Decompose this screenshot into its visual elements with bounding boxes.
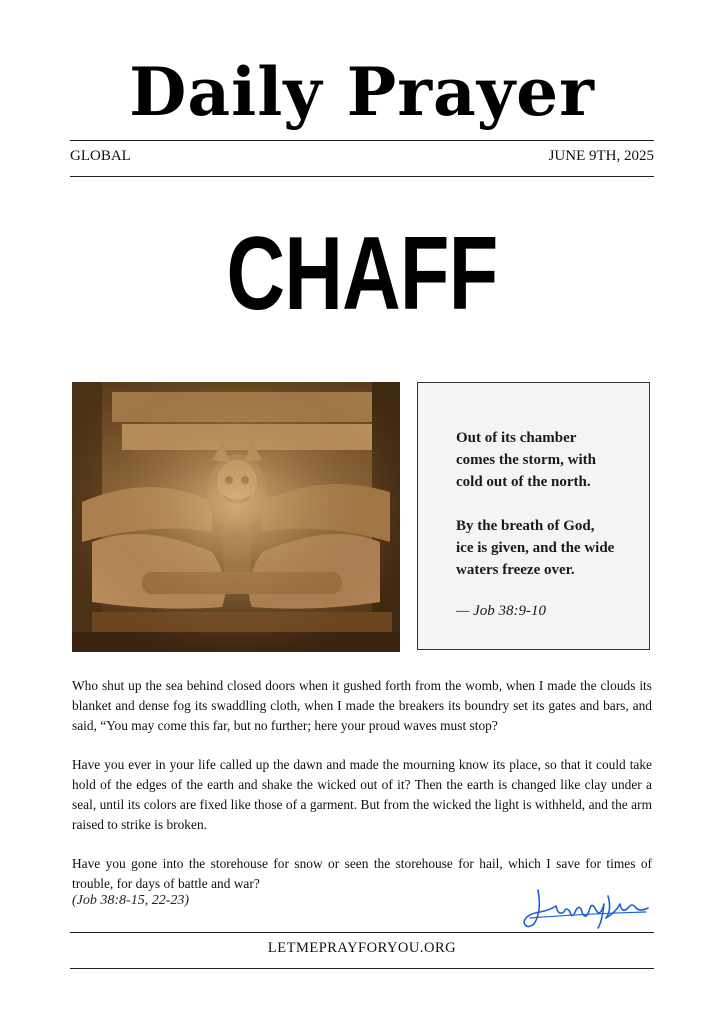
quote-line: Out of its chamber (456, 430, 577, 446)
quote-line: comes the storm, with (456, 452, 596, 468)
meta-bar (70, 148, 654, 165)
footer-site[interactable]: LETMEPRAYFORYOU.ORG (267, 940, 457, 956)
footer-bottom-rule (70, 968, 654, 969)
region-label: GLOBAL (70, 148, 131, 164)
top-rule (70, 140, 654, 141)
gargoyle-photo (72, 382, 400, 652)
masthead-title: Daily Prayer (129, 53, 595, 131)
quote-line: waters freeze over. (456, 562, 575, 578)
headline: CHAFF (226, 216, 498, 332)
scripture-quote-box (417, 382, 650, 650)
quote-line: ice is given, and the wide (456, 540, 615, 556)
body-paragraph: Have you ever in your life called up the dawn and made the mourning know its place, so that it could take hold of the edges of the earth and shake the wicked out of it? Then the earth is changed like clay under a seal, until its colors are fixed like those of a garment. But from the wicked the light is withheld, and the arm raised to strike is broken. (72, 757, 652, 832)
quote-stanza-2 (456, 515, 621, 581)
date-label: JUNE 9TH, 2025 (548, 148, 654, 164)
meta-bottom-rule (70, 176, 654, 177)
quote-line: By the breath of God, (456, 518, 595, 534)
body-text (72, 676, 652, 913)
body-paragraph: Who shut up the sea behind closed doors when it gushed forth from the womb, when I made the clouds its blanket and dense fog its swaddling cloth, when I made the breakers its boundry set its gates and bars, and said, “You may come this far, but no further; here your proud waves must stop? (72, 678, 652, 733)
footer-top-rule (70, 932, 654, 933)
quote-citation: — Job 38:9-10 (456, 603, 546, 619)
signature (520, 882, 650, 937)
body-paragraph: Have you gone into the storehouse for snow or seen the storehouse for hail, which I save for times of trouble, for days of battle and war? (72, 856, 652, 891)
quote-stanza-1 (456, 427, 621, 493)
quote-line: cold out of the north. (456, 474, 591, 490)
scripture-reference: (Job 38:8-15, 22-23) (72, 893, 190, 908)
